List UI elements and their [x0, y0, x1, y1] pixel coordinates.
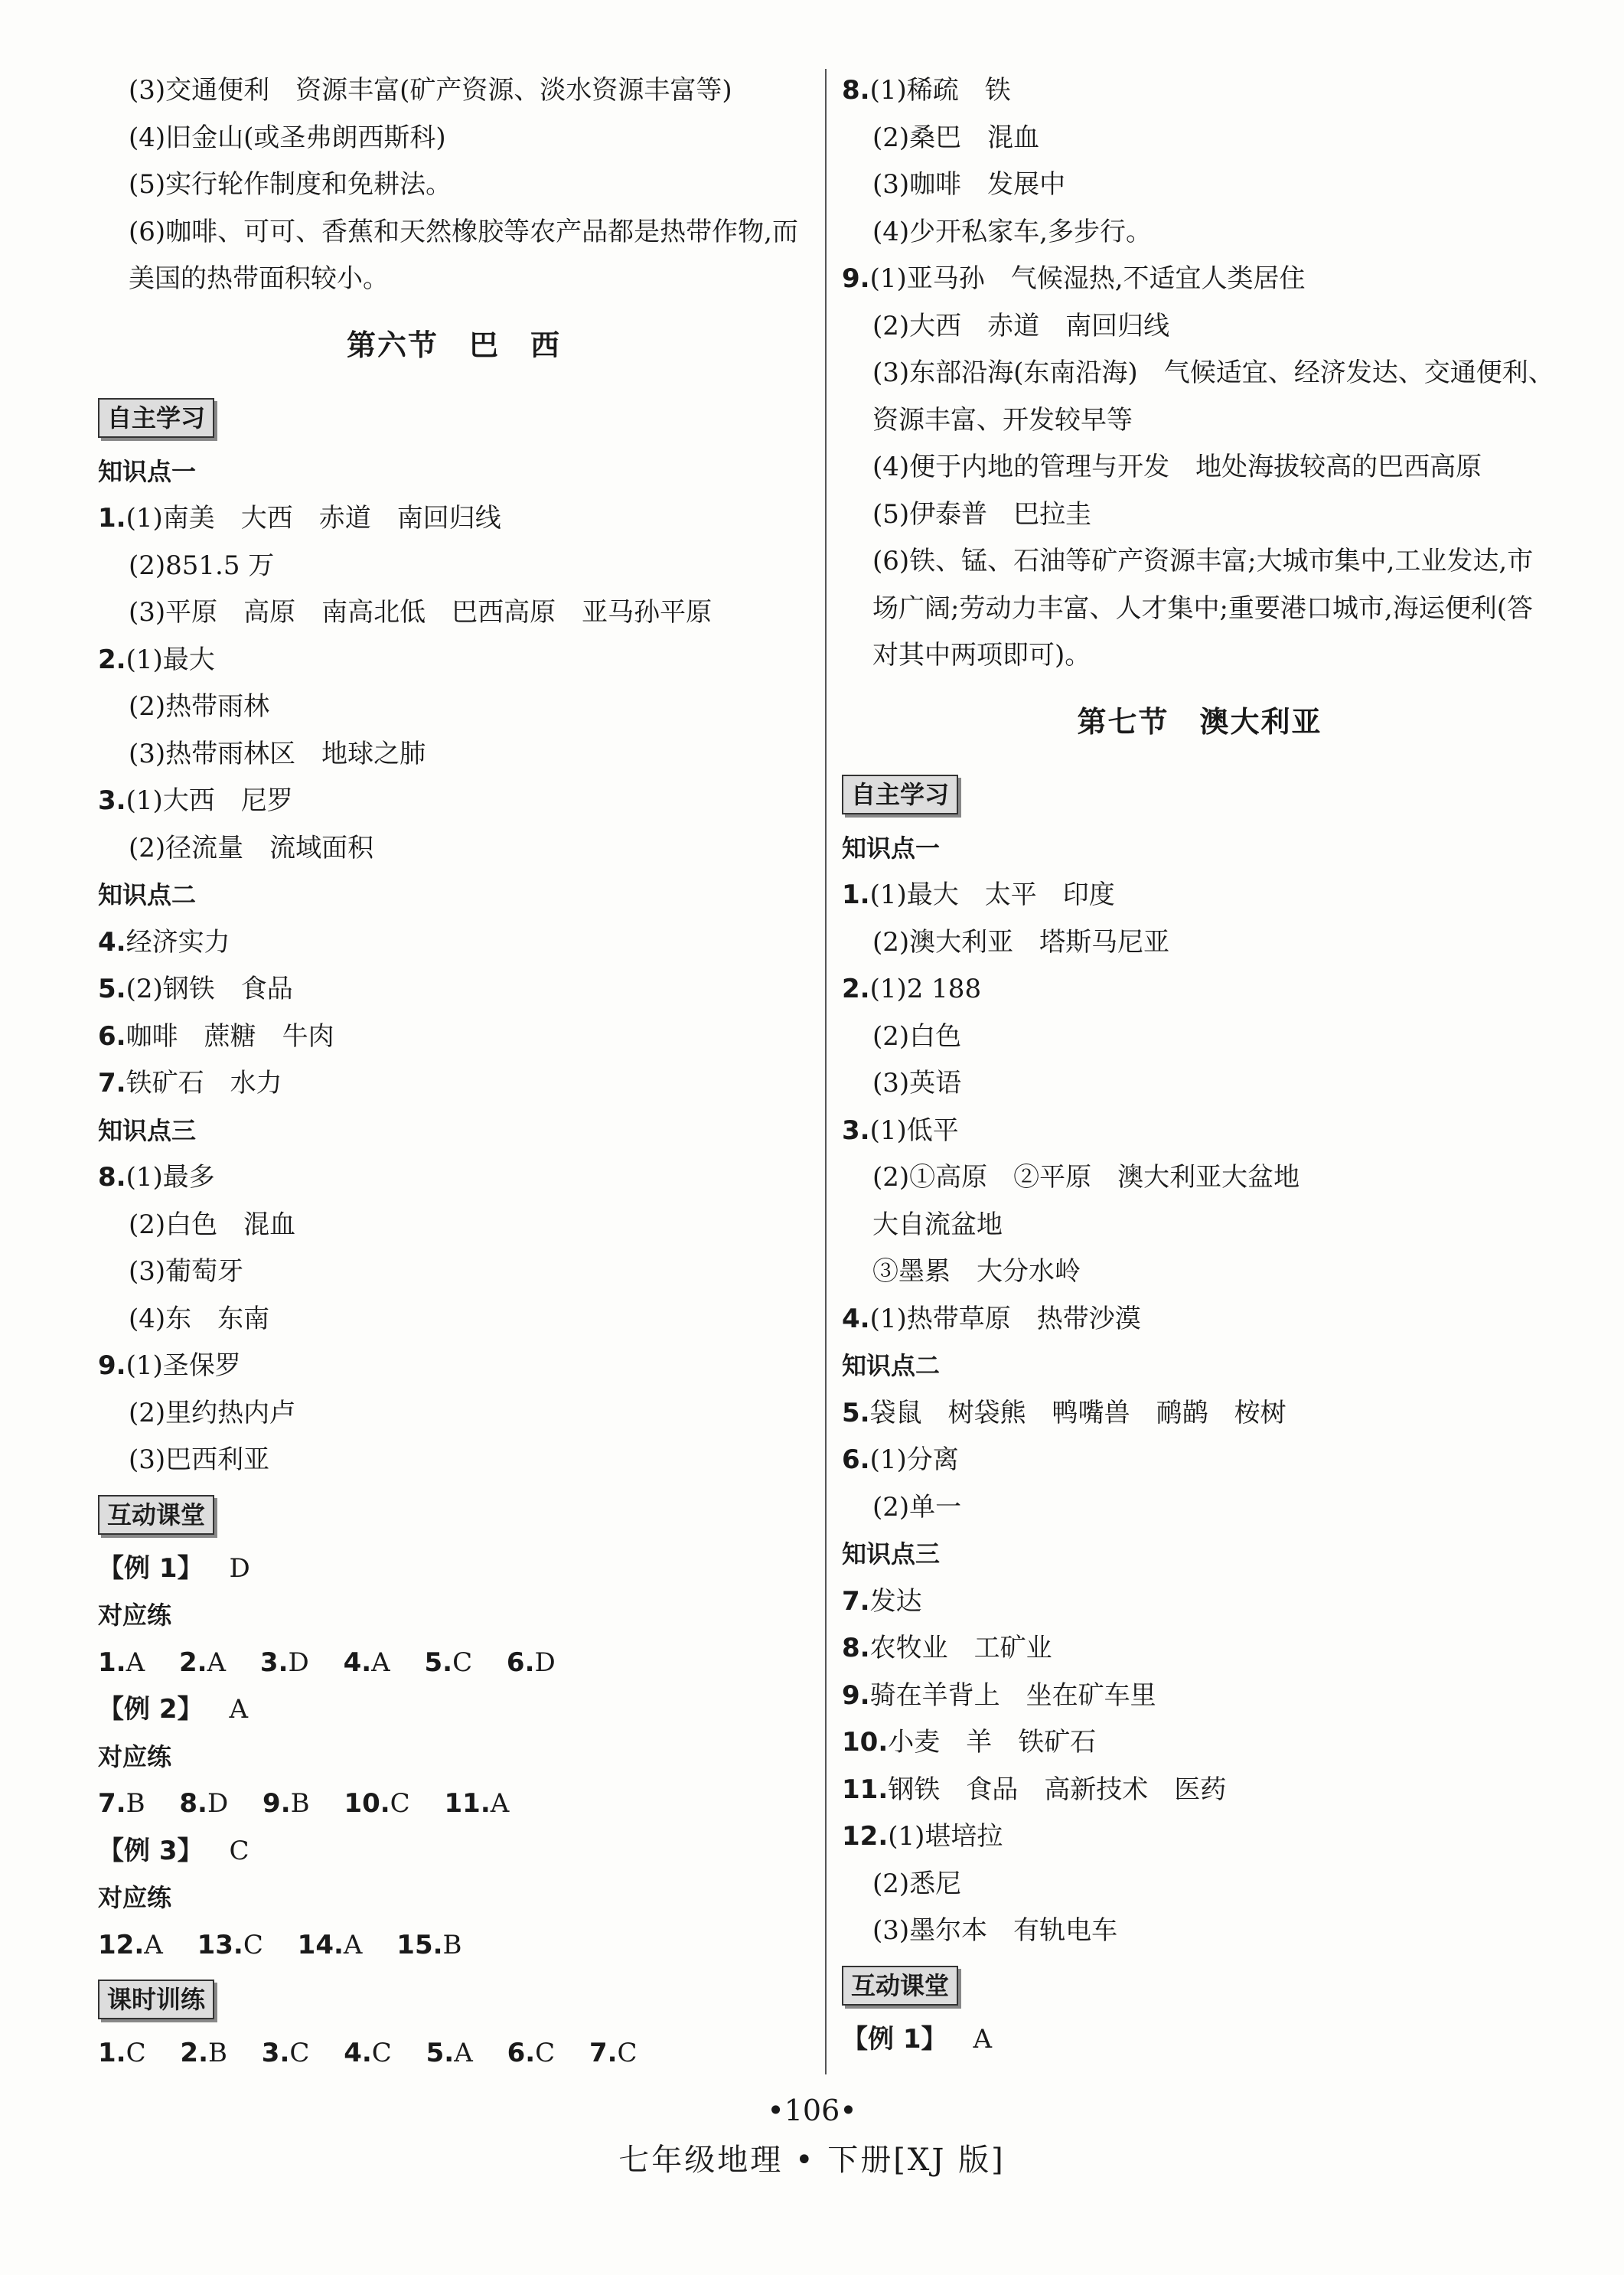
tag-lesson-training: 课时训练 — [98, 1980, 214, 2019]
question-7: 7.铁矿石 水力 — [98, 1068, 282, 1098]
answer-line: (3)热带雨林区 地球之肺 — [129, 738, 426, 769]
question-12: 12.(1)堪培拉 — [842, 1821, 1003, 1852]
answer-line: (4)少开私家车,多步行。 — [872, 216, 1152, 247]
question-7: 7.发达 — [842, 1585, 922, 1617]
practice-label: 对应练 — [98, 1601, 172, 1630]
answer-line: (3)东部沿海(东南沿海) 气候适宜、经济发达、交通便利、资源丰富、开发较早等 — [872, 357, 1554, 436]
answer-line: (2)白色 混血 — [129, 1209, 296, 1240]
question-9b: 9.骑在羊背上 坐在矿车里 — [842, 1679, 1156, 1711]
knowledge-point-3: 知识点三 — [98, 1115, 197, 1145]
question-1: 1.(1)南美 大西 赤道 南回归线 — [98, 503, 501, 534]
question-4: 4.经济实力 — [98, 926, 230, 958]
answer-line: (4)便于内地的管理与开发 地处海拔较高的巴西高原 — [872, 452, 1482, 482]
answer-line: (3)巴西利亚 — [129, 1444, 270, 1475]
knowledge-point-3: 知识点三 — [842, 1539, 941, 1568]
section-title-brazil: 第六节 巴 西 — [346, 328, 561, 362]
knowledge-point-2: 知识点二 — [98, 880, 197, 909]
answer-line: (3)墨尔本 有轨电车 — [872, 1915, 1118, 1946]
answer-line: (3)葡萄牙 — [129, 1256, 244, 1287]
answer-line: (6)咖啡、可可、香蕉和天然橡胶等农产品都是热带作物,而美国的热带面积较小。 — [129, 216, 798, 294]
answer-line: (3)交通便利 资源丰富(矿产资源、淡水资源丰富等) — [129, 75, 732, 106]
answer-line: (2)851.5 万 — [129, 550, 275, 581]
example-1: 【例 1】 A — [842, 2023, 993, 2055]
question-3: 3.(1)大西 尼罗 — [98, 785, 293, 816]
tag-interactive-class: 互动课堂 — [842, 1966, 958, 2006]
left-column — [98, 67, 810, 2078]
practice-answers-2: 7.B 8.D 9.B 10.C 11.A — [98, 1788, 510, 1819]
practice-answers-3: 12.A 13.C 14.A 15.B — [98, 1929, 462, 1960]
right-column — [842, 67, 1557, 2063]
answer-line: (6)铁、锰、石油等矿产资源丰富;大城市集中,工业发达,市场广阔;劳动力丰富、人才集中;重要港口城市,海运便利(答对其中两项即可)。 — [872, 546, 1534, 671]
practice-label: 对应练 — [98, 1883, 172, 1912]
question-8: 8.(1)最多 — [98, 1162, 215, 1193]
tag-self-study: 自主学习 — [842, 775, 958, 814]
question-5: 5.(2)钢铁 食品 — [98, 974, 293, 1004]
answer-line: (3)咖啡 发展中 — [872, 169, 1066, 200]
section-title-australia: 第七节 澳大利亚 — [1077, 704, 1322, 739]
answer-line: (2)①高原 ②平原 澳大利亚大盆地 — [872, 1162, 1300, 1193]
answer-line: (2)里约热内卢 — [129, 1397, 296, 1428]
question-2: 2.(1)2 188 — [842, 974, 982, 1004]
question-6: 6.咖啡 蔗糖 牛肉 — [98, 1020, 334, 1052]
practice-answers-4: 1.C 2.B 3.C 4.C 5.A 6.C 7.C — [98, 2038, 638, 2068]
answer-line: (3)英语 — [872, 1068, 962, 1098]
question-9: 9.(1)圣保罗 — [98, 1350, 241, 1381]
question-5: 5.袋鼠 树袋熊 鸭嘴兽 鸸鹋 桉树 — [842, 1397, 1286, 1428]
question-8: 8.(1)稀疏 铁 — [842, 75, 1011, 106]
column-divider — [825, 69, 827, 2074]
question-10: 10.小麦 羊 铁矿石 — [842, 1727, 1097, 1758]
question-9: 9.(1)亚马孙 气候湿热,不适宜人类居住 — [842, 263, 1306, 294]
answer-line: (3)平原 高原 南高北低 巴西高原 亚马孙平原 — [129, 597, 713, 628]
answer-line: (2)澳大利亚 塔斯马尼亚 — [872, 926, 1170, 958]
knowledge-point-1: 知识点一 — [842, 833, 941, 863]
question-11: 11.钢铁 食品 高新技术 医药 — [842, 1774, 1227, 1805]
answer-line: ③墨累 大分水岭 — [872, 1256, 1081, 1287]
question-2: 2.(1)最大 — [98, 644, 215, 675]
question-1: 1.(1)最大 太平 印度 — [842, 880, 1115, 910]
tag-interactive-class: 互动课堂 — [98, 1495, 214, 1535]
example-1: 【例 1】 D — [98, 1552, 250, 1584]
answer-line: (2)桑巴 混血 — [872, 122, 1040, 153]
answer-line: (2)悉尼 — [872, 1868, 962, 1899]
example-2: 【例 2】 A — [98, 1694, 249, 1725]
answer-line: (2)大西 赤道 南回归线 — [872, 310, 1170, 341]
book-title: 七年级地理 • 下册[XJ 版] — [618, 2143, 1006, 2178]
question-6: 6.(1)分离 — [842, 1444, 959, 1475]
question-8b: 8.农牧业 工矿业 — [842, 1633, 1052, 1663]
practice-label: 对应练 — [98, 1741, 172, 1771]
practice-answers-1: 1.A 2.A 3.D 4.A 5.C 6.D — [98, 1647, 556, 1678]
answer-line: (2)热带雨林 — [129, 691, 270, 722]
knowledge-point-1: 知识点一 — [98, 456, 197, 486]
answer-line: (2)单一 — [872, 1491, 962, 1523]
answer-line: (2)径流量 流域面积 — [129, 832, 374, 863]
question-3: 3.(1)低平 — [842, 1115, 959, 1146]
answer-line: (4)旧金山(或圣弗朗西斯科) — [129, 122, 446, 153]
answer-line: (5)伊泰普 巴拉圭 — [872, 498, 1092, 530]
answer-line: (5)实行轮作制度和免耕法。 — [129, 169, 452, 200]
answer-line: (4)东 东南 — [129, 1303, 270, 1334]
answer-line: 大自流盆地 — [872, 1209, 1003, 1240]
tag-self-study: 自主学习 — [98, 398, 214, 438]
question-4: 4.(1)热带草原 热带沙漠 — [842, 1303, 1141, 1334]
knowledge-point-2: 知识点二 — [842, 1351, 941, 1380]
example-3: 【例 3】 C — [98, 1835, 249, 1866]
page-number: •106• — [767, 2094, 857, 2127]
answer-line: (2)白色 — [872, 1020, 962, 1052]
